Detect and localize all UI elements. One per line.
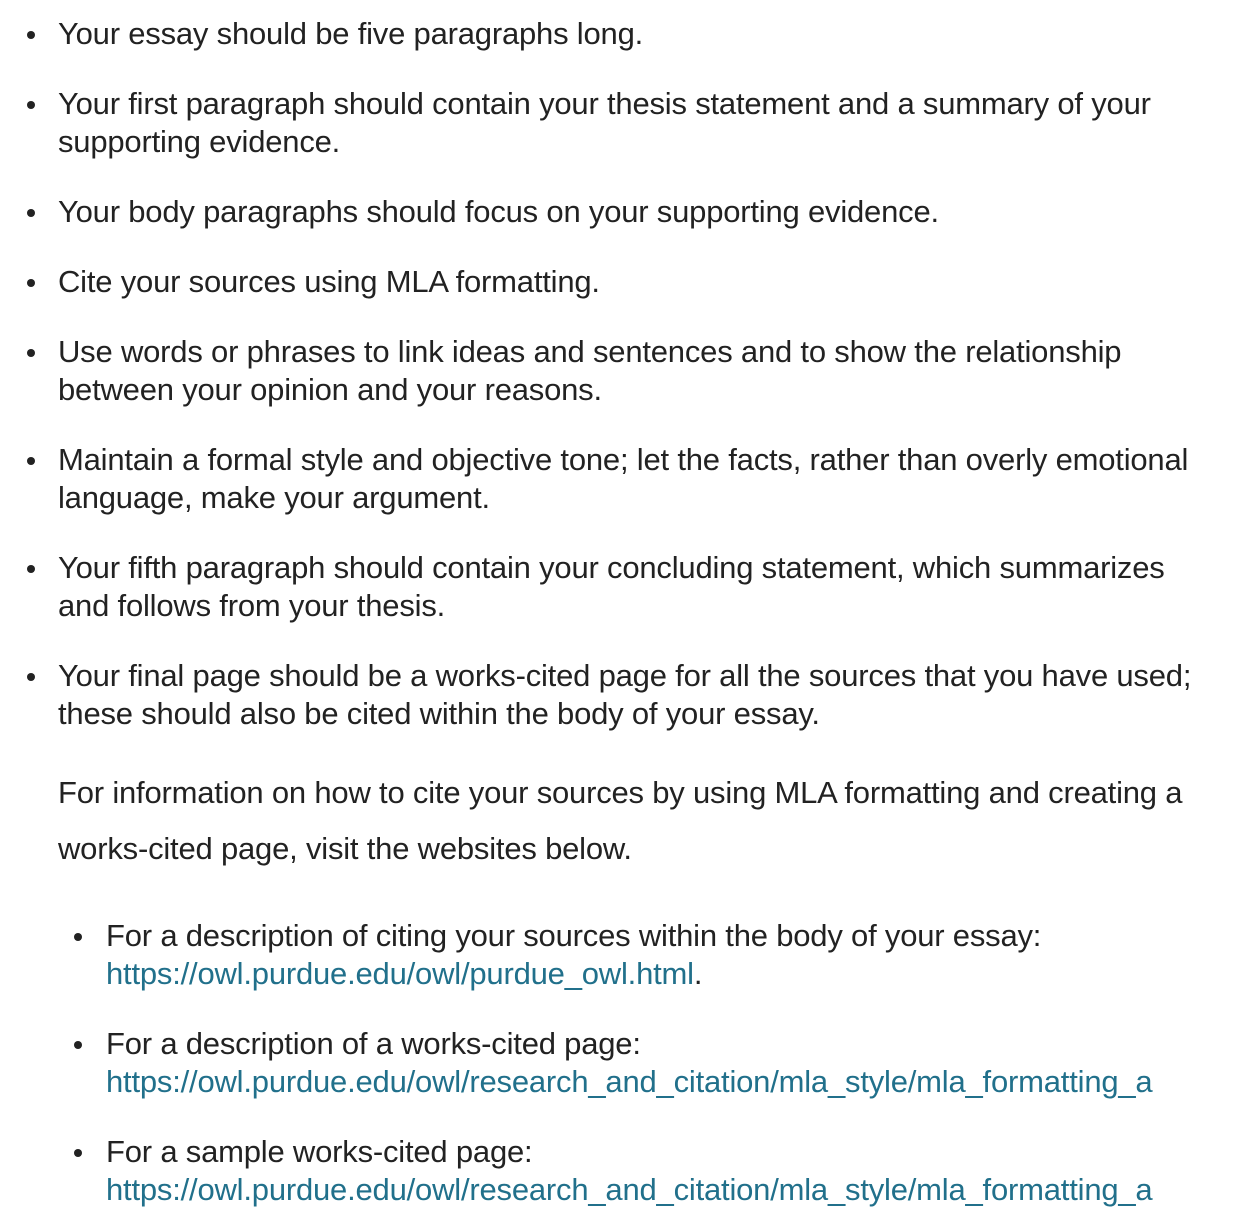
resource-link-in-text-citation[interactable]: https://owl.purdue.edu/owl/purdue_owl.html: [106, 956, 694, 991]
list-item: [0, 263, 1210, 301]
list-item: [0, 85, 1210, 161]
resource-link-sample-works-cited[interactable]: https://owl.purdue.edu/owl/research_and_citation/mla_style/mla_formatting_a: [106, 1172, 1153, 1207]
resource-suffix: .: [693, 956, 703, 991]
resource-label: For a sample works-cited page:: [106, 1134, 533, 1169]
list-item: [0, 15, 1210, 53]
info-paragraph: For information on how to cite your sources by using MLA formatting and creating a works-cited page, visit the websites below.: [58, 775, 1183, 866]
requirement-text: Your essay should be five paragraphs long.: [58, 16, 644, 51]
requirement-text: Maintain a formal style and objective tone; let the facts, rather than overly emotional language, make your argument.: [58, 442, 1189, 515]
resource-label: For a description of citing your sources within the body of your essay:: [106, 918, 1042, 953]
resource-item: [0, 1025, 1210, 1101]
requirement-text: Your fifth paragraph should contain your concluding statement, which summarizes and follows from your thesis.: [58, 550, 1165, 623]
requirement-text: Use words or phrases to link ideas and sentences and to show the relationship between your opinion and your reasons.: [58, 334, 1122, 407]
list-item: [0, 549, 1210, 625]
requirement-text: Your body paragraphs should focus on your supporting evidence.: [58, 194, 939, 229]
requirement-text: Your first paragraph should contain your thesis statement and a summary of your supporting evidence.: [58, 86, 1151, 159]
requirement-text: Your final page should be a works-cited page for all the sources that you have used; these should also be cited within the body of your essay.: [58, 658, 1192, 731]
resource-link-works-cited[interactable]: https://owl.purdue.edu/owl/research_and_citation/mla_style/mla_formatting_a: [106, 1064, 1153, 1099]
requirement-text: Cite your sources using MLA formatting.: [58, 264, 600, 299]
resource-item: [0, 917, 1210, 993]
resources-list: [0, 917, 1210, 1209]
list-item: [0, 657, 1210, 733]
requirements-list: [0, 15, 1210, 733]
resource-item: [0, 1133, 1210, 1209]
list-item: [0, 193, 1210, 231]
list-item: [0, 333, 1210, 409]
resource-label: For a description of a works-cited page:: [106, 1026, 641, 1061]
list-item: [0, 441, 1210, 517]
